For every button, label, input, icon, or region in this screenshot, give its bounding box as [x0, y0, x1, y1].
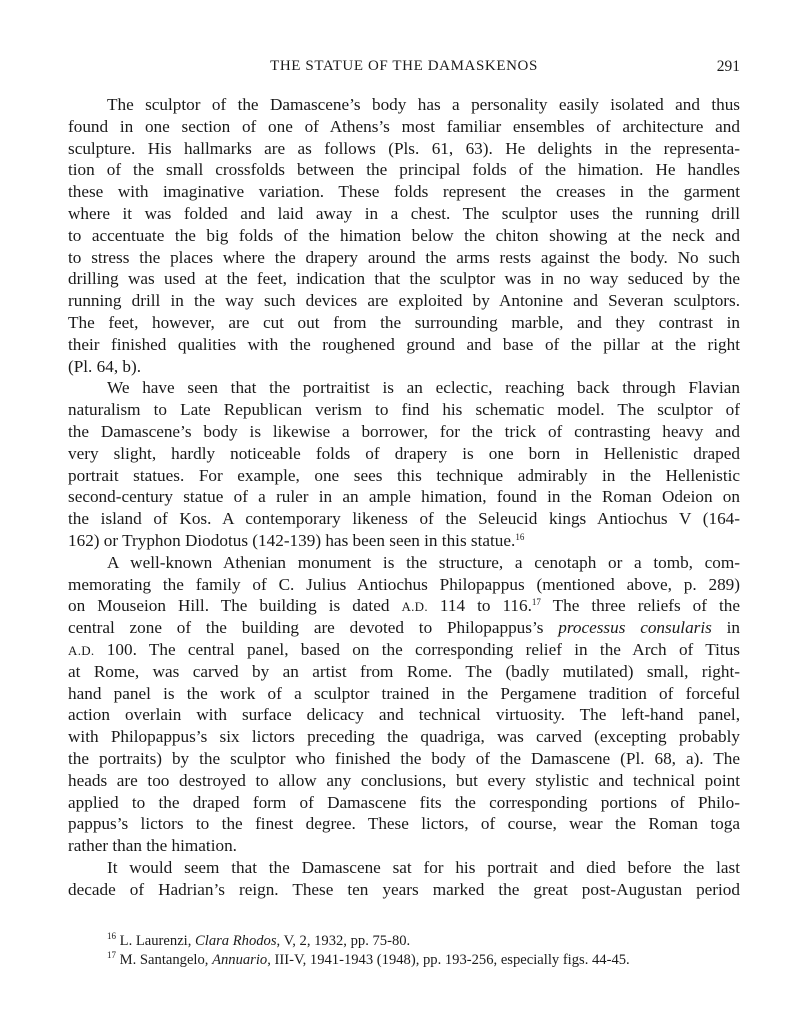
body-text [68, 94, 740, 900]
text-line: pappus’s lictors to the finest degree. These lictors, of course, wear the Roman toga [68, 814, 740, 834]
text-line: The sculptor of the Damascene’s body has a personality easily isolated and thus [107, 95, 740, 114]
text-line: their finished qualities with the roughened ground and base of the pillar at the right [68, 334, 740, 354]
text-fragment: 114 to 116. [427, 596, 532, 616]
footnote-details: , III-V, 1941-1943 (1948), pp. 193-256, especially figs. 44-45. [267, 952, 630, 968]
text-line: decade of Hadrian’s reign. These ten years marked the great post-Augustan period [68, 879, 740, 899]
text-fragment: in [711, 618, 740, 638]
text-fragment: 100. The central panel, based on the corresponding relief in the Arch of Titus [94, 639, 740, 659]
text-line: sculpture. His hallmarks are as follows (Pls. 61, 63). He delights in the representa- [68, 138, 740, 158]
footnote-author: M. Santangelo, [119, 952, 213, 968]
footnote-number: 16 [107, 931, 116, 941]
running-head [68, 58, 740, 80]
text-line: naturalism to Late Republican verism to find his schematic model. The sculptor of [68, 400, 740, 420]
footnote-author: L. Laurenzi, [119, 933, 196, 949]
footnote-number: 17 [107, 950, 116, 960]
text-line: to stress the places where the drapery around the arms rests against the body. No such [68, 247, 740, 267]
text-line: with Philopappus’s six lictors preceding the quadriga, was carved (excepting probably [68, 727, 740, 747]
era-abbrev: A.D. [401, 599, 428, 615]
text-line: at Rome, was carved by an artist from Rome. The (badly mutilated) small, right- [68, 661, 740, 681]
era-abbrev: A.D. [68, 642, 95, 658]
footnote-details: , V, 2, 1932, pp. 75-80. [276, 933, 411, 949]
text-line: the island of Kos. A contemporary likeness of the Seleucid kings Antiochus V (164- [68, 509, 740, 529]
text-line: hand panel is the work of a sculptor trained in the Pergamene tradition of forceful [68, 683, 740, 703]
text-line: the portraits) by the sculptor who finished the body of the Damascene (Pl. 68, a). The [68, 748, 740, 768]
text-line: action overlain with surface delicacy and technical virtuosity. The left-hand panel, [68, 705, 740, 725]
footnote-17 [107, 951, 747, 970]
text-line: portrait statues. For example, one sees this technique admirably in the Hellenistic [68, 465, 740, 485]
footnotes [107, 932, 747, 970]
text-line [68, 639, 740, 661]
text-line [68, 595, 740, 617]
footnote-title: Annuario [212, 952, 268, 968]
latin-term: processus consularis [558, 618, 712, 638]
text-line: running drill in the way such devices are exploited by Antonine and Severan sculptors. [68, 291, 740, 311]
text-line [68, 530, 740, 552]
text-line: We have seen that the portraitist is an eclectic, reaching back through Flavian [107, 378, 740, 398]
text-line: rather than the himation. [68, 836, 237, 856]
text-line: A well-known Athenian monument is the structure, a cenotaph or a tomb, com- [107, 552, 740, 572]
text-line: these with imaginative variation. These folds represent the creases in the garment [68, 182, 740, 202]
text-line: (Pl. 64, b). [68, 356, 142, 376]
text-line [68, 617, 740, 639]
text-fragment: on Mouseion Hill. The building is dated [68, 596, 402, 616]
text-fragment: The three reliefs of the [540, 596, 740, 616]
text-fragment: 162) or Tryphon Diodotus (142-139) has been seen in this statue. [68, 530, 516, 550]
text-line: second-century statue of a ruler in an ample himation, found in the Roman Odeion on [68, 487, 740, 507]
text-fragment: central zone of the building are devoted to Philopappus’s [68, 618, 559, 638]
text-line: It would seem that the Damascene sat for his portrait and died before the last [107, 857, 740, 877]
text-line: heads are too destroyed to allow any conclusions, but every stylistic and technical point [68, 770, 740, 790]
text-line: memorating the family of C. Julius Antiochus Philopappus (mentioned above, p. 289) [68, 574, 740, 594]
running-title: THE STATUE OF THE DAMASKENOS [270, 58, 538, 74]
footnote-ref[interactable]: 16 [515, 531, 525, 542]
text-line: tion of the small crossfolds between the principal folds of the himation. He handles [68, 160, 740, 180]
text-line: the Damascene’s body is likewise a borrower, for the trick of contrasting heavy and [68, 421, 740, 441]
text-line: The feet, however, are cut out from the surrounding marble, and they contrast in [68, 312, 740, 332]
footnote-title: Clara Rhodos [195, 933, 277, 949]
page-number: 291 [716, 58, 740, 75]
text-line: applied to the draped form of Damascene fits the corresponding portions of Philo- [68, 792, 740, 812]
text-line: to accentuate the big folds of the himation below the chiton showing at the neck and [68, 225, 740, 245]
text-line: very slight, hardly noticeable folds of drapery is one born in Hellenistic draped [68, 443, 740, 463]
footnote-16 [107, 932, 747, 951]
text-line: drilling was used at the feet, indication that the sculptor was in no way seduced by the [68, 269, 740, 289]
footnote-ref[interactable]: 17 [531, 597, 541, 608]
text-line: found in one section of one of Athens’s most familiar ensembles of architecture and [68, 116, 740, 136]
text-line: where it was folded and laid away in a chest. The sculptor uses the running drill [68, 203, 740, 223]
